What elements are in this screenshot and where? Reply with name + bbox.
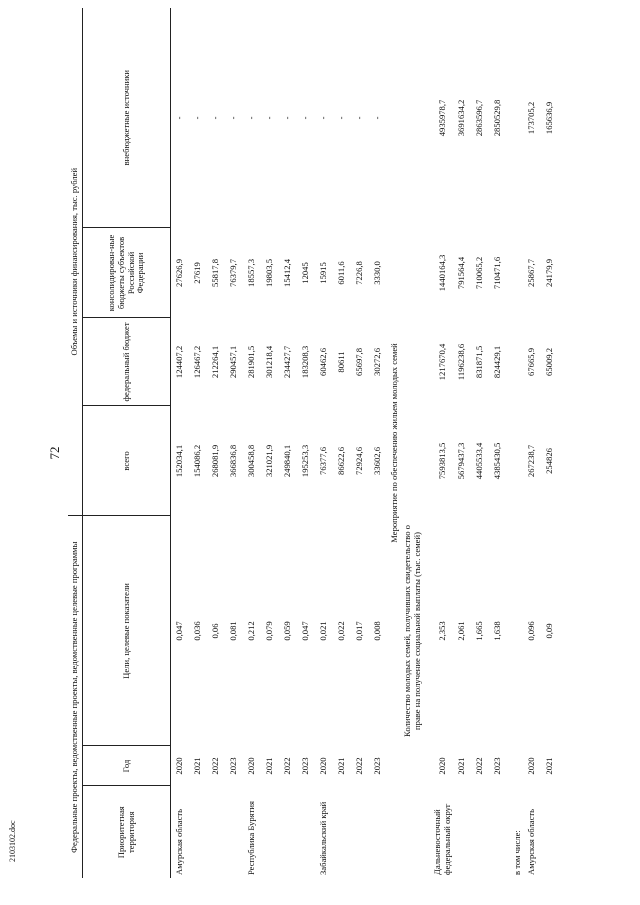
cell-federal: 60462,6 [318,348,329,376]
cell-total: 152034,1 [174,444,185,478]
cell-year: 2023 [372,757,383,775]
cell-federal: 126467,2 [192,345,203,379]
table-row [351,8,369,878]
cell-extra: - [282,116,293,120]
table-row [189,8,207,878]
table-row [315,8,333,878]
cell-regional: 15915 [318,262,329,284]
cell-federal: 281901,5 [246,345,257,379]
cell-total: 7593813,5 [436,442,447,480]
cell-extra: - [210,116,221,120]
table-row [207,8,225,878]
table-row [333,8,351,878]
cell-year: 2021 [543,757,554,775]
cell-year: 2022 [354,757,365,775]
cell-year: 2020 [246,757,257,775]
cell-federal: 65697,8 [354,348,365,376]
cell-total: 300458,8 [246,444,257,478]
cell-extra: - [336,116,347,120]
cell-extra: 173705,2 [525,101,536,135]
cell-federal: 290457,1 [228,345,239,379]
cell-total: 33602,6 [372,447,383,475]
cell-goal: 0,008 [372,621,383,641]
cell-regional: 27619 [192,262,203,284]
cell-regional: 791564,4 [455,256,466,290]
cell-federal: 124407,2 [174,345,185,379]
footer-doc-id: 2103102.doc [8,820,17,862]
cell-territory: Забайкальский край [318,801,329,875]
cell-territory: Республика Бурятия [246,801,257,875]
cell-regional: 55817,8 [210,259,221,287]
cell-total: 321021,9 [264,444,275,478]
table-row [523,8,541,878]
cell-territory: Амурская область [525,808,536,875]
cell-territory [225,786,243,878]
cell-federal: 301218,4 [264,345,275,379]
cell-total: 249840,1 [282,444,293,478]
cell-regional: 3330,0 [372,261,383,285]
cell-total: 76377,6 [318,447,329,475]
cell-regional: 15412,4 [282,259,293,287]
cell-extra: 4935978,7 [436,99,447,137]
col-federal: федеральный бюджет [83,318,171,406]
cell-year: 2022 [473,757,484,775]
cell-total: 267238,7 [525,444,536,478]
cell-goal: 0,021 [318,621,329,641]
cell-goal: 0,079 [264,621,275,641]
rows-group-a [171,8,388,878]
table-row [297,8,315,878]
cell-territory: Дальневосточный федеральный округ [432,803,452,875]
subheading: в том числе: [511,830,522,875]
cell-extra: 3691634,2 [455,99,466,137]
cell-federal: 831871,5 [473,345,484,379]
cell-territory: Амурская область [174,808,185,875]
cell-extra: 2850529,8 [491,99,502,137]
cell-federal: 1196238,6 [455,343,466,381]
cell-goal: 0,047 [300,621,311,641]
cell-federal: 80611 [336,351,347,373]
section-title: Мероприятие по обеспечению жильем молодых семей [389,343,400,543]
cell-year: 2020 [436,757,447,775]
col-extrabudget: внебюджетные источники [83,8,171,228]
table-row [541,8,559,878]
cell-total: 4405533,4 [473,442,484,480]
cell-regional: 710065,2 [473,256,484,290]
table-row [489,8,507,878]
cell-federal: 183208,3 [300,345,311,379]
cell-regional: 25867,7 [525,259,536,287]
cell-total: 154086,2 [192,444,203,478]
table-row [243,8,261,878]
cell-year: 2022 [282,757,293,775]
cell-goal: 0,06 [210,623,221,639]
cell-territory [351,786,369,878]
header-funding-group: Объемы и источники финансирования, тыс. рублей [68,8,83,516]
col-goals: Цели, целевые показатели [83,516,171,746]
header-group: Федеральные проекты, ведомственные проекты, ведомственные целевые программы [68,516,83,878]
col-territory: Приоритетная территория [83,786,171,878]
cell-territory [369,786,387,878]
cell-year: 2020 [318,757,329,775]
table-row [471,8,489,878]
cell-total: 4385430,5 [491,442,502,480]
cell-year: 2023 [491,757,502,775]
cell-year: 2023 [228,757,239,775]
cell-goal: 0,059 [282,621,293,641]
cell-goal: 1,665 [473,621,484,641]
cell-goal: 2,353 [436,621,447,641]
cell-regional: 1440164,3 [436,254,447,292]
cell-territory [541,786,559,878]
rows-group-b [433,8,507,878]
cell-territory [207,786,225,878]
cell-goal: 0,047 [174,621,185,641]
cell-total: 254826 [543,448,554,474]
cell-territory [189,786,207,878]
cell-regional: 12045 [300,262,311,284]
cell-federal: 212264,1 [210,345,221,379]
cell-goal: 1,638 [491,621,502,641]
cell-year: 2021 [336,757,347,775]
cell-extra: - [228,116,239,120]
cell-extra: - [246,116,257,120]
table-row [369,8,387,878]
cell-total: 195253,3 [300,444,311,478]
col-regional: консолидирован-ные бюджеты субъектов Российской Федерации [83,228,171,318]
cell-total: 72924,6 [354,447,365,475]
cell-regional: 710471,6 [491,256,502,290]
table-row [261,8,279,878]
cell-territory [453,786,471,878]
col-total: всего [83,406,171,516]
cell-total: 86622,6 [336,447,347,475]
cell-regional: 18557,3 [246,259,257,287]
table-row [225,8,243,878]
cell-federal: 234427,7 [282,345,293,379]
subheading-group [507,8,523,878]
cell-goal: 0,017 [354,621,365,641]
cell-goal: 0,212 [246,621,257,641]
indicator-label: Количество молодых семей, получивших свидетельство о праве на получение социальной выплаты (тыс. семей) [402,525,422,737]
cell-federal: 67665,9 [525,348,536,376]
col-year: Год [83,746,171,786]
cell-year: 2021 [192,757,203,775]
cell-territory [279,786,297,878]
cell-year: 2023 [300,757,311,775]
table-row [171,8,190,878]
section-group [387,8,433,878]
cell-extra: - [264,116,275,120]
cell-extra: 2863596,7 [473,99,484,137]
cell-goal: 2,061 [455,621,466,641]
cell-year: 2022 [210,757,221,775]
cell-territory [471,786,489,878]
rows-group-c [523,8,559,878]
cell-extra: 165636,9 [543,101,554,135]
cell-federal: 1217670,4 [436,343,447,381]
cell-total: 268081,9 [210,444,221,478]
cell-regional: 6011,6 [336,261,347,285]
cell-federal: 30272,6 [372,348,383,376]
table-row [279,8,297,878]
cell-year: 2020 [525,757,536,775]
cell-territory [333,786,351,878]
cell-goal: 0,081 [228,621,239,641]
cell-extra: - [354,116,365,120]
cell-federal: 824429,1 [491,345,502,379]
rotated-table-container [68,8,628,878]
cell-regional: 27626,9 [174,259,185,287]
cell-goal: 0,022 [336,621,347,641]
cell-total: 5679437,3 [455,442,466,480]
cell-year: 2021 [455,757,466,775]
cell-goal: 0,09 [543,623,554,639]
cell-total: 366836,8 [228,444,239,478]
cell-extra: - [372,116,383,120]
cell-goal: 0,036 [192,621,203,641]
cell-extra: - [192,116,203,120]
table-row [433,8,453,878]
cell-regional: 24179,9 [543,259,554,287]
cell-extra: - [174,116,185,120]
cell-year: 2021 [264,757,275,775]
cell-year: 2020 [174,757,185,775]
cell-territory [261,786,279,878]
cell-extra: - [318,116,329,120]
cell-extra: - [300,116,311,120]
cell-regional: 76379,7 [228,259,239,287]
page-number: 72 [47,446,62,460]
cell-goal: 0,096 [525,621,536,641]
cell-regional: 19803,5 [264,259,275,287]
cell-federal: 65009,2 [543,348,554,376]
table-row [453,8,471,878]
financing-table [68,8,559,878]
cell-territory [297,786,315,878]
cell-regional: 7226,8 [354,261,365,285]
cell-territory [489,786,507,878]
